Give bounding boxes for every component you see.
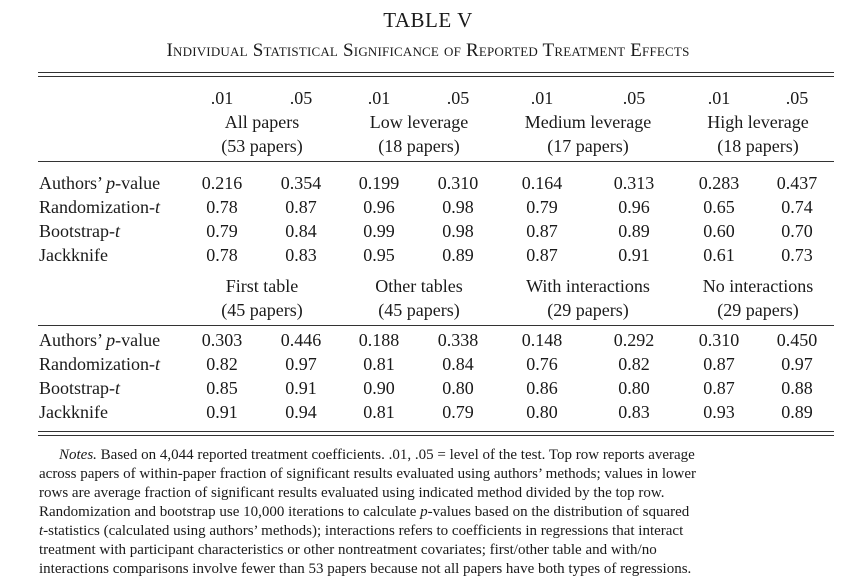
- table-cell: 0.60: [703, 221, 735, 241]
- table-cell: 0.313: [613, 173, 655, 193]
- level-header: .01: [210, 88, 234, 108]
- table-cell: 0.73: [781, 245, 813, 265]
- level-header-row: [0, 86, 856, 110]
- group-count: (18 papers): [717, 136, 799, 156]
- table-cell: 0.93: [703, 402, 735, 422]
- table-cell: 0.83: [285, 245, 317, 265]
- table-cell: 0.99: [363, 221, 395, 241]
- table-notes: [39, 446, 835, 579]
- table-cell: 0.78: [206, 197, 238, 217]
- row-label: Randomization-t: [39, 354, 160, 374]
- notes-line: rows are average fraction of significant results evaluated using indicated method divided by the top row.: [39, 485, 665, 501]
- table-cell: 0.81: [363, 354, 395, 374]
- table-cell: 0.79: [526, 197, 558, 217]
- table-cell: 0.310: [698, 330, 740, 350]
- group-count: (18 papers): [378, 136, 460, 156]
- table-cell: 0.96: [363, 197, 395, 217]
- table-cell: 0.90: [363, 378, 395, 398]
- table-cell: 0.89: [442, 245, 474, 265]
- notes-line: t-statistics (calculated using authors’ methods); interactions refers to coefficients in regressions that interact: [39, 523, 684, 539]
- group-name: First table: [225, 276, 299, 296]
- table-cell: 0.96: [618, 197, 650, 217]
- table-cell: 0.87: [526, 221, 558, 241]
- table-subtitle-text: Individual Statistical Significance of Reported Treatment Effects: [166, 40, 690, 61]
- notes-line: across papers of within-paper fraction of significant results evaluated using authors’ methods; values in lower: [39, 466, 697, 482]
- row-label: Jackknife: [39, 402, 108, 422]
- table-row: [0, 195, 856, 219]
- table-cell: 0.89: [618, 221, 650, 241]
- table-cell: 0.97: [781, 354, 813, 374]
- table-row: [0, 219, 856, 243]
- table-cell: 0.94: [285, 402, 317, 422]
- header-rule: [38, 161, 834, 162]
- level-header: .05: [289, 88, 313, 108]
- table-cell: 0.98: [442, 197, 474, 217]
- table-cell: 0.87: [285, 197, 317, 217]
- table-cell: 0.79: [206, 221, 238, 241]
- table-cell: 0.437: [776, 173, 818, 193]
- table-cell: 0.91: [618, 245, 650, 265]
- group-name: High leverage: [707, 112, 809, 132]
- bottom-rule-2: [38, 435, 834, 436]
- table-cell: 0.338: [437, 330, 479, 350]
- notes-line: Randomization and bootstrap use 10,000 iterations to calculate p-values based on the distribution of squared: [39, 504, 690, 520]
- row-label: Bootstrap-t: [39, 378, 121, 398]
- table-cell: 0.76: [526, 354, 558, 374]
- table-cell: 0.80: [618, 378, 650, 398]
- table-cell: 0.88: [781, 378, 813, 398]
- table-cell: 0.98: [442, 221, 474, 241]
- table-row: [0, 243, 856, 267]
- row-label: Randomization-t: [39, 197, 160, 217]
- table-cell: 0.97: [285, 354, 317, 374]
- table-row: [0, 328, 856, 352]
- table-row: [0, 352, 856, 376]
- notes-lines: [39, 446, 835, 579]
- table-cell: 0.303: [201, 330, 243, 350]
- table-cell: 0.86: [526, 378, 558, 398]
- table-title: TABLE V: [383, 8, 473, 32]
- level-header: .05: [622, 88, 646, 108]
- row-label: Authors’ p-value: [39, 330, 161, 350]
- table-cell: 0.199: [358, 173, 400, 193]
- group-name: Medium leverage: [524, 112, 652, 132]
- table-cell: 0.65: [703, 197, 735, 217]
- table-cell: 0.87: [703, 354, 735, 374]
- table-cell: 0.78: [206, 245, 238, 265]
- table-cell: 0.310: [437, 173, 479, 193]
- table-cell: 0.84: [442, 354, 474, 374]
- table-cell: 0.188: [358, 330, 400, 350]
- level-header: .01: [530, 88, 554, 108]
- group-count: (45 papers): [221, 300, 303, 320]
- group-name: No interactions: [702, 276, 814, 296]
- table-cell: 0.216: [201, 173, 243, 193]
- group-count: (17 papers): [547, 136, 629, 156]
- table-row: [0, 171, 856, 195]
- top-rule-2: [38, 76, 834, 77]
- table-cell: 0.91: [285, 378, 317, 398]
- table-subtitle: [0, 40, 856, 62]
- bottom-rule: [38, 431, 834, 432]
- table-cell: 0.79: [442, 402, 474, 422]
- level-header: .01: [367, 88, 391, 108]
- table-cell: 0.80: [442, 378, 474, 398]
- group-name: Low leverage: [369, 112, 469, 132]
- row-label: Authors’ p-value: [39, 173, 161, 193]
- table-cell: 0.87: [703, 378, 735, 398]
- level-header: .05: [446, 88, 470, 108]
- table-cell: 0.283: [698, 173, 740, 193]
- table-cell: 0.148: [521, 330, 563, 350]
- table-cell: 0.95: [363, 245, 395, 265]
- table-cell: 0.164: [521, 173, 563, 193]
- group-count: (45 papers): [378, 300, 460, 320]
- table-cell: 0.80: [526, 402, 558, 422]
- table-row: [0, 400, 856, 424]
- notes-line: Notes. Based on 4,044 reported treatment coefficients. .01, .05 = level of the test. Top row reports average: [59, 447, 695, 463]
- panel2-group-count-row: [0, 298, 856, 322]
- panel1-group-name-row: [0, 110, 856, 134]
- notes-line: treatment with participant characteristics or other nontreatment covariates; first/other table and with/no: [39, 542, 657, 558]
- table-cell: 0.70: [781, 221, 813, 241]
- table-cell: 0.61: [703, 245, 735, 265]
- table-cell: 0.82: [206, 354, 238, 374]
- group-count: (53 papers): [221, 136, 303, 156]
- table-cell: 0.84: [285, 221, 317, 241]
- level-header: .05: [785, 88, 809, 108]
- top-rule: [38, 72, 834, 73]
- table-cell: 0.87: [526, 245, 558, 265]
- table-cell: 0.450: [776, 330, 818, 350]
- group-count: (29 papers): [717, 300, 799, 320]
- group-count: (29 papers): [547, 300, 629, 320]
- table-cell: 0.354: [280, 173, 322, 193]
- table-cell: 0.292: [613, 330, 655, 350]
- table-cell: 0.446: [280, 330, 322, 350]
- panel2-group-name-row: [0, 274, 856, 298]
- panel1-group-count-row: [0, 134, 856, 158]
- notes-line: interactions comparisons involve fewer than 53 papers because not all papers have both types of regressions.: [39, 561, 692, 577]
- table-cell: 0.81: [363, 402, 395, 422]
- table-cell: 0.85: [206, 378, 238, 398]
- table-cell: 0.74: [781, 197, 813, 217]
- row-label: Bootstrap-t: [39, 221, 121, 241]
- group-name: With interactions: [526, 276, 650, 296]
- level-header: .01: [707, 88, 731, 108]
- table-cell: 0.91: [206, 402, 238, 422]
- group-name: Other tables: [375, 276, 463, 296]
- table-row: [0, 376, 856, 400]
- row-label: Jackknife: [39, 245, 108, 265]
- group-name: All papers: [224, 112, 300, 132]
- panel2-header-rule: [38, 325, 834, 326]
- table-cell: 0.89: [781, 402, 813, 422]
- table-cell: 0.83: [618, 402, 650, 422]
- table-cell: 0.82: [618, 354, 650, 374]
